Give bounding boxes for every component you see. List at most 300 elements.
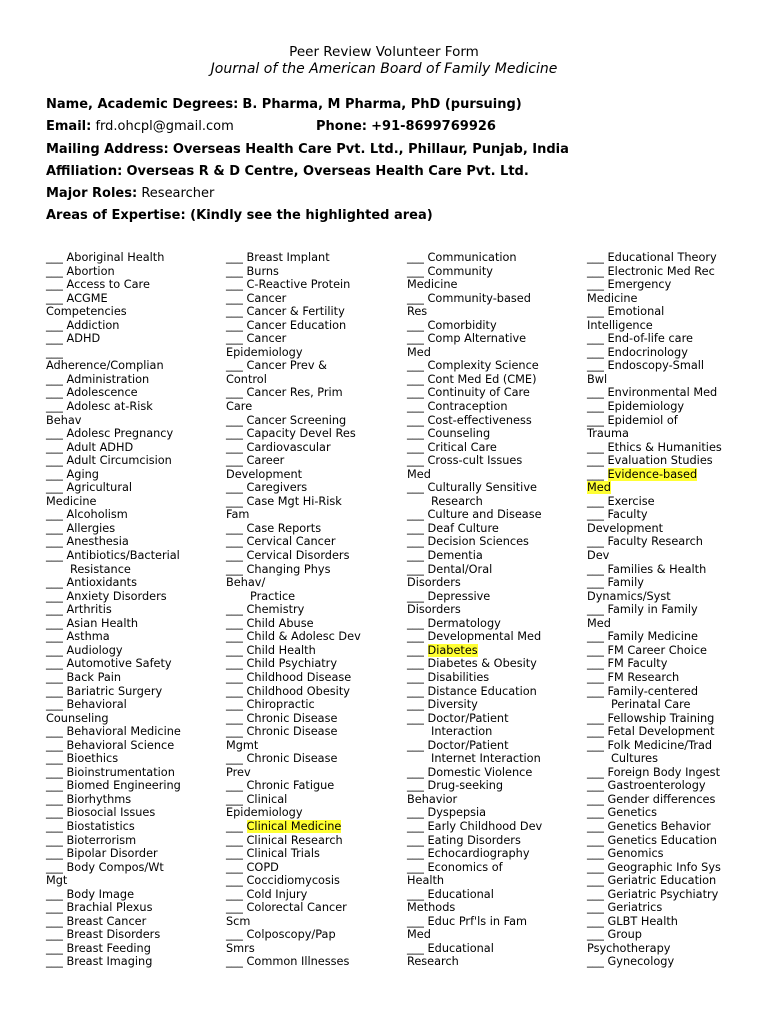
- expertise-item[interactable]: [407, 847, 577, 861]
- expertise-item[interactable]: [587, 955, 757, 969]
- expertise-item[interactable]: [587, 712, 757, 726]
- checkbox-blank[interactable]: ___: [407, 887, 424, 901]
- expertise-item[interactable]: [407, 441, 577, 455]
- expertise-item[interactable]: [407, 739, 577, 753]
- expertise-item[interactable]: [226, 820, 396, 834]
- expertise-item[interactable]: [226, 481, 396, 495]
- expertise-item[interactable]: [587, 657, 757, 671]
- checkbox-blank[interactable]: ___: [226, 630, 243, 644]
- checkbox-blank[interactable]: ___: [587, 467, 604, 481]
- expertise-item[interactable]: [46, 955, 216, 969]
- checkbox-blank[interactable]: ___: [587, 332, 604, 346]
- expertise-item[interactable]: [587, 901, 757, 915]
- expertise-item[interactable]: [46, 332, 216, 346]
- expertise-item[interactable]: [587, 305, 757, 319]
- expertise-item[interactable]: [226, 549, 396, 563]
- checkbox-blank[interactable]: ___: [46, 345, 63, 359]
- checkbox-blank[interactable]: ___: [46, 901, 63, 915]
- checkbox-blank[interactable]: ___: [407, 427, 424, 441]
- expertise-item[interactable]: [46, 928, 216, 942]
- checkbox-blank[interactable]: ___: [226, 833, 243, 847]
- expertise-item[interactable]: [226, 793, 396, 807]
- expertise-item[interactable]: [407, 657, 577, 671]
- checkbox-blank[interactable]: ___: [226, 278, 243, 292]
- expertise-item[interactable]: [587, 332, 757, 346]
- checkbox-blank[interactable]: ___: [587, 345, 604, 359]
- checkbox-blank[interactable]: ___: [407, 630, 424, 644]
- expertise-item[interactable]: [46, 617, 216, 631]
- checkbox-blank[interactable]: ___: [407, 521, 424, 535]
- expertise-item[interactable]: [407, 617, 577, 631]
- checkbox-blank[interactable]: ___: [226, 413, 243, 427]
- checkbox-blank[interactable]: ___: [46, 589, 63, 603]
- expertise-item[interactable]: [407, 806, 577, 820]
- checkbox-blank[interactable]: ___: [587, 494, 604, 508]
- checkbox-blank[interactable]: ___: [587, 901, 604, 915]
- expertise-item[interactable]: [587, 779, 757, 793]
- expertise-item[interactable]: [587, 265, 757, 279]
- checkbox-blank[interactable]: ___: [226, 616, 243, 630]
- expertise-item[interactable]: [407, 712, 577, 726]
- expertise-item[interactable]: [407, 671, 577, 685]
- expertise-item[interactable]: [46, 644, 216, 658]
- checkbox-blank[interactable]: ___: [226, 779, 243, 793]
- checkbox-blank[interactable]: ___: [587, 874, 604, 888]
- checkbox-blank[interactable]: ___: [407, 264, 424, 278]
- checkbox-blank[interactable]: ___: [46, 535, 63, 549]
- checkbox-blank[interactable]: ___: [587, 792, 604, 806]
- checkbox-blank[interactable]: ___: [587, 251, 604, 264]
- expertise-item[interactable]: [587, 685, 757, 699]
- expertise-item[interactable]: [407, 834, 577, 848]
- checkbox-blank[interactable]: ___: [587, 535, 604, 549]
- expertise-item[interactable]: [46, 468, 216, 482]
- checkbox-blank[interactable]: ___: [587, 413, 604, 427]
- expertise-item[interactable]: [46, 346, 216, 360]
- checkbox-blank[interactable]: ___: [226, 684, 243, 698]
- expertise-item[interactable]: [226, 265, 396, 279]
- expertise-item[interactable]: [46, 752, 216, 766]
- checkbox-blank[interactable]: ___: [46, 278, 63, 292]
- expertise-item[interactable]: [226, 617, 396, 631]
- expertise-item[interactable]: [587, 861, 757, 875]
- expertise-item[interactable]: [46, 400, 216, 414]
- expertise-item[interactable]: [46, 319, 216, 333]
- expertise-item[interactable]: [46, 942, 216, 956]
- expertise-item[interactable]: [407, 481, 577, 495]
- expertise-item[interactable]: [226, 454, 396, 468]
- checkbox-blank[interactable]: ___: [407, 251, 424, 264]
- checkbox-blank[interactable]: ___: [46, 630, 63, 644]
- expertise-item[interactable]: [407, 644, 577, 658]
- expertise-item[interactable]: [587, 739, 757, 753]
- checkbox-blank[interactable]: ___: [407, 765, 424, 779]
- expertise-item[interactable]: [46, 630, 216, 644]
- checkbox-blank[interactable]: ___: [226, 440, 243, 454]
- expertise-item[interactable]: [407, 779, 577, 793]
- expertise-item[interactable]: [46, 576, 216, 590]
- checkbox-blank[interactable]: ___: [226, 698, 243, 712]
- expertise-item[interactable]: [407, 400, 577, 414]
- checkbox-blank[interactable]: ___: [587, 887, 604, 901]
- checkbox-blank[interactable]: ___: [226, 264, 243, 278]
- expertise-item[interactable]: [226, 522, 396, 536]
- expertise-item[interactable]: [407, 373, 577, 387]
- checkbox-blank[interactable]: ___: [46, 251, 63, 264]
- checkbox-blank[interactable]: ___: [407, 657, 424, 671]
- checkbox-blank[interactable]: ___: [226, 494, 243, 508]
- expertise-item[interactable]: [407, 359, 577, 373]
- checkbox-blank[interactable]: ___: [407, 643, 424, 657]
- checkbox-blank[interactable]: ___: [226, 819, 243, 833]
- checkbox-blank[interactable]: ___: [226, 481, 243, 495]
- expertise-item[interactable]: [46, 454, 216, 468]
- checkbox-blank[interactable]: ___: [46, 264, 63, 278]
- checkbox-blank[interactable]: ___: [46, 454, 63, 468]
- expertise-item[interactable]: [407, 590, 577, 604]
- expertise-item[interactable]: [587, 346, 757, 360]
- checkbox-blank[interactable]: ___: [407, 738, 424, 752]
- checkbox-blank[interactable]: ___: [46, 941, 63, 955]
- checkbox-blank[interactable]: ___: [407, 291, 424, 305]
- checkbox-blank[interactable]: ___: [46, 400, 63, 414]
- checkbox-blank[interactable]: ___: [46, 332, 63, 346]
- expertise-item[interactable]: [226, 671, 396, 685]
- expertise-item[interactable]: [587, 888, 757, 902]
- expertise-item[interactable]: [226, 386, 396, 400]
- checkbox-blank[interactable]: ___: [587, 278, 604, 292]
- expertise-item[interactable]: [587, 468, 757, 482]
- expertise-item[interactable]: [46, 793, 216, 807]
- checkbox-blank[interactable]: ___: [407, 372, 424, 386]
- checkbox-blank[interactable]: ___: [46, 372, 63, 386]
- checkbox-blank[interactable]: ___: [587, 643, 604, 657]
- expertise-item[interactable]: [46, 441, 216, 455]
- expertise-item[interactable]: [226, 563, 396, 577]
- checkbox-blank[interactable]: ___: [587, 928, 604, 942]
- expertise-item[interactable]: [407, 414, 577, 428]
- expertise-item[interactable]: [226, 292, 396, 306]
- checkbox-blank[interactable]: ___: [226, 291, 243, 305]
- expertise-item[interactable]: [587, 915, 757, 929]
- expertise-item[interactable]: [587, 766, 757, 780]
- checkbox-blank[interactable]: ___: [46, 955, 63, 969]
- expertise-item[interactable]: [226, 332, 396, 346]
- checkbox-blank[interactable]: ___: [587, 725, 604, 739]
- checkbox-blank[interactable]: ___: [46, 670, 63, 684]
- expertise-item[interactable]: [226, 427, 396, 441]
- checkbox-blank[interactable]: ___: [226, 643, 243, 657]
- expertise-item[interactable]: [46, 481, 216, 495]
- expertise-item[interactable]: [587, 603, 757, 617]
- expertise-item[interactable]: [46, 861, 216, 875]
- expertise-item[interactable]: [46, 834, 216, 848]
- expertise-item[interactable]: [226, 251, 396, 265]
- checkbox-blank[interactable]: ___: [226, 792, 243, 806]
- expertise-item[interactable]: [587, 576, 757, 590]
- expertise-item[interactable]: [587, 928, 757, 942]
- checkbox-blank[interactable]: ___: [226, 874, 243, 888]
- checkbox-blank[interactable]: ___: [46, 684, 63, 698]
- checkbox-blank[interactable]: ___: [46, 549, 63, 563]
- expertise-item[interactable]: [46, 373, 216, 387]
- expertise-item[interactable]: [407, 915, 577, 929]
- expertise-item[interactable]: [46, 847, 216, 861]
- expertise-item[interactable]: [46, 698, 216, 712]
- expertise-item[interactable]: [226, 685, 396, 699]
- checkbox-blank[interactable]: ___: [587, 454, 604, 468]
- expertise-item[interactable]: [226, 319, 396, 333]
- checkbox-blank[interactable]: ___: [226, 359, 243, 373]
- expertise-item[interactable]: [226, 834, 396, 848]
- expertise-item[interactable]: [46, 739, 216, 753]
- checkbox-blank[interactable]: ___: [587, 847, 604, 861]
- expertise-item[interactable]: [407, 427, 577, 441]
- checkbox-blank[interactable]: ___: [407, 535, 424, 549]
- checkbox-blank[interactable]: ___: [46, 779, 63, 793]
- checkbox-blank[interactable]: ___: [226, 332, 243, 346]
- checkbox-blank[interactable]: ___: [226, 251, 243, 264]
- expertise-item[interactable]: [226, 847, 396, 861]
- expertise-item[interactable]: [407, 685, 577, 699]
- checkbox-blank[interactable]: ___: [407, 359, 424, 373]
- checkbox-blank[interactable]: ___: [407, 684, 424, 698]
- checkbox-blank[interactable]: ___: [587, 508, 604, 522]
- expertise-item[interactable]: [46, 725, 216, 739]
- expertise-item[interactable]: [46, 522, 216, 536]
- checkbox-blank[interactable]: ___: [407, 860, 424, 874]
- checkbox-blank[interactable]: ___: [407, 332, 424, 346]
- expertise-item[interactable]: [226, 779, 396, 793]
- checkbox-blank[interactable]: ___: [587, 738, 604, 752]
- expertise-item[interactable]: [407, 522, 577, 536]
- checkbox-blank[interactable]: ___: [46, 318, 63, 332]
- expertise-item[interactable]: [587, 847, 757, 861]
- checkbox-blank[interactable]: ___: [407, 413, 424, 427]
- expertise-item[interactable]: [587, 535, 757, 549]
- checkbox-blank[interactable]: ___: [407, 806, 424, 820]
- expertise-item[interactable]: [226, 725, 396, 739]
- expertise-item[interactable]: [46, 901, 216, 915]
- checkbox-blank[interactable]: ___: [46, 291, 63, 305]
- expertise-item[interactable]: [407, 292, 577, 306]
- checkbox-blank[interactable]: ___: [226, 670, 243, 684]
- checkbox-blank[interactable]: ___: [407, 386, 424, 400]
- checkbox-blank[interactable]: ___: [46, 792, 63, 806]
- expertise-item[interactable]: [46, 766, 216, 780]
- expertise-item[interactable]: [407, 888, 577, 902]
- checkbox-blank[interactable]: ___: [587, 914, 604, 928]
- expertise-item[interactable]: [46, 657, 216, 671]
- checkbox-blank[interactable]: ___: [46, 508, 63, 522]
- checkbox-blank[interactable]: ___: [46, 860, 63, 874]
- expertise-item[interactable]: [226, 752, 396, 766]
- expertise-item[interactable]: [587, 278, 757, 292]
- checkbox-blank[interactable]: ___: [226, 305, 243, 319]
- expertise-item[interactable]: [587, 725, 757, 739]
- expertise-item[interactable]: [226, 955, 396, 969]
- expertise-item[interactable]: [46, 278, 216, 292]
- checkbox-blank[interactable]: ___: [46, 765, 63, 779]
- checkbox-blank[interactable]: ___: [46, 914, 63, 928]
- expertise-item[interactable]: [587, 400, 757, 414]
- checkbox-blank[interactable]: ___: [587, 400, 604, 414]
- expertise-item[interactable]: [587, 495, 757, 509]
- checkbox-blank[interactable]: ___: [587, 630, 604, 644]
- checkbox-blank[interactable]: ___: [226, 860, 243, 874]
- expertise-item[interactable]: [46, 535, 216, 549]
- expertise-item[interactable]: [46, 508, 216, 522]
- expertise-item[interactable]: [407, 386, 577, 400]
- expertise-item[interactable]: [407, 563, 577, 577]
- checkbox-blank[interactable]: ___: [46, 847, 63, 861]
- checkbox-blank[interactable]: ___: [226, 427, 243, 441]
- checkbox-blank[interactable]: ___: [587, 819, 604, 833]
- expertise-item[interactable]: [407, 861, 577, 875]
- expertise-item[interactable]: [46, 292, 216, 306]
- checkbox-blank[interactable]: ___: [46, 738, 63, 752]
- checkbox-blank[interactable]: ___: [226, 711, 243, 725]
- checkbox-blank[interactable]: ___: [46, 440, 63, 454]
- checkbox-blank[interactable]: ___: [407, 318, 424, 332]
- checkbox-blank[interactable]: ___: [226, 752, 243, 766]
- checkbox-blank[interactable]: ___: [226, 386, 243, 400]
- checkbox-blank[interactable]: ___: [407, 400, 424, 414]
- expertise-item[interactable]: [226, 901, 396, 915]
- checkbox-blank[interactable]: ___: [226, 725, 243, 739]
- checkbox-blank[interactable]: ___: [407, 562, 424, 576]
- checkbox-blank[interactable]: ___: [407, 616, 424, 630]
- expertise-item[interactable]: [46, 685, 216, 699]
- checkbox-blank[interactable]: ___: [226, 847, 243, 861]
- checkbox-blank[interactable]: ___: [587, 711, 604, 725]
- expertise-item[interactable]: [46, 779, 216, 793]
- checkbox-blank[interactable]: ___: [587, 860, 604, 874]
- checkbox-blank[interactable]: ___: [407, 941, 424, 955]
- expertise-item[interactable]: [226, 414, 396, 428]
- checkbox-blank[interactable]: ___: [226, 901, 243, 915]
- expertise-item[interactable]: [46, 806, 216, 820]
- checkbox-blank[interactable]: ___: [46, 616, 63, 630]
- checkbox-blank[interactable]: ___: [587, 670, 604, 684]
- expertise-item[interactable]: [407, 508, 577, 522]
- expertise-item[interactable]: [587, 563, 757, 577]
- checkbox-blank[interactable]: ___: [587, 657, 604, 671]
- checkbox-blank[interactable]: ___: [46, 698, 63, 712]
- expertise-item[interactable]: [407, 251, 577, 265]
- expertise-item[interactable]: [226, 495, 396, 509]
- checkbox-blank[interactable]: ___: [407, 508, 424, 522]
- checkbox-blank[interactable]: ___: [407, 481, 424, 495]
- expertise-item[interactable]: [587, 454, 757, 468]
- checkbox-blank[interactable]: ___: [587, 305, 604, 319]
- checkbox-blank[interactable]: ___: [46, 657, 63, 671]
- expertise-item[interactable]: [226, 874, 396, 888]
- checkbox-blank[interactable]: ___: [226, 454, 243, 468]
- expertise-item[interactable]: [46, 603, 216, 617]
- expertise-item[interactable]: [46, 251, 216, 265]
- checkbox-blank[interactable]: ___: [407, 819, 424, 833]
- expertise-item[interactable]: [226, 698, 396, 712]
- expertise-item[interactable]: [407, 454, 577, 468]
- expertise-item[interactable]: [46, 820, 216, 834]
- expertise-item[interactable]: [46, 265, 216, 279]
- expertise-item[interactable]: [46, 427, 216, 441]
- expertise-item[interactable]: [587, 671, 757, 685]
- expertise-item[interactable]: [407, 319, 577, 333]
- checkbox-blank[interactable]: ___: [226, 535, 243, 549]
- checkbox-blank[interactable]: ___: [407, 914, 424, 928]
- expertise-item[interactable]: [226, 888, 396, 902]
- checkbox-blank[interactable]: ___: [587, 806, 604, 820]
- expertise-item[interactable]: [226, 657, 396, 671]
- expertise-item[interactable]: [587, 441, 757, 455]
- expertise-item[interactable]: [407, 820, 577, 834]
- checkbox-blank[interactable]: ___: [46, 928, 63, 942]
- expertise-item[interactable]: [407, 630, 577, 644]
- checkbox-blank[interactable]: ___: [46, 521, 63, 535]
- expertise-item[interactable]: [407, 265, 577, 279]
- expertise-item[interactable]: [407, 549, 577, 563]
- expertise-item[interactable]: [46, 671, 216, 685]
- checkbox-blank[interactable]: ___: [226, 318, 243, 332]
- expertise-item[interactable]: [226, 359, 396, 373]
- expertise-item[interactable]: [587, 806, 757, 820]
- checkbox-blank[interactable]: ___: [46, 467, 63, 481]
- expertise-item[interactable]: [587, 644, 757, 658]
- checkbox-blank[interactable]: ___: [587, 779, 604, 793]
- expertise-item[interactable]: [407, 698, 577, 712]
- checkbox-blank[interactable]: ___: [226, 887, 243, 901]
- checkbox-blank[interactable]: ___: [46, 643, 63, 657]
- expertise-item[interactable]: [407, 942, 577, 956]
- expertise-item[interactable]: [226, 712, 396, 726]
- expertise-item[interactable]: [226, 861, 396, 875]
- checkbox-blank[interactable]: ___: [226, 549, 243, 563]
- checkbox-blank[interactable]: ___: [407, 440, 424, 454]
- checkbox-blank[interactable]: ___: [587, 562, 604, 576]
- expertise-item[interactable]: [226, 305, 396, 319]
- expertise-item[interactable]: [226, 441, 396, 455]
- checkbox-blank[interactable]: ___: [46, 833, 63, 847]
- checkbox-blank[interactable]: ___: [407, 698, 424, 712]
- checkbox-blank[interactable]: ___: [587, 684, 604, 698]
- expertise-item[interactable]: [587, 414, 757, 428]
- expertise-item[interactable]: [226, 535, 396, 549]
- checkbox-blank[interactable]: ___: [46, 576, 63, 590]
- checkbox-blank[interactable]: ___: [46, 806, 63, 820]
- checkbox-blank[interactable]: ___: [226, 562, 243, 576]
- checkbox-blank[interactable]: ___: [226, 603, 243, 617]
- expertise-item[interactable]: [226, 603, 396, 617]
- checkbox-blank[interactable]: ___: [407, 847, 424, 861]
- checkbox-blank[interactable]: ___: [226, 657, 243, 671]
- checkbox-blank[interactable]: ___: [46, 752, 63, 766]
- expertise-item[interactable]: [587, 874, 757, 888]
- expertise-item[interactable]: [46, 386, 216, 400]
- checkbox-blank[interactable]: ___: [46, 481, 63, 495]
- checkbox-blank[interactable]: ___: [407, 549, 424, 563]
- checkbox-blank[interactable]: ___: [46, 887, 63, 901]
- checkbox-blank[interactable]: ___: [407, 670, 424, 684]
- checkbox-blank[interactable]: ___: [587, 765, 604, 779]
- checkbox-blank[interactable]: ___: [587, 440, 604, 454]
- expertise-item[interactable]: [587, 359, 757, 373]
- expertise-item[interactable]: [46, 915, 216, 929]
- expertise-item[interactable]: [587, 630, 757, 644]
- expertise-item[interactable]: [587, 793, 757, 807]
- expertise-item[interactable]: [587, 251, 757, 265]
